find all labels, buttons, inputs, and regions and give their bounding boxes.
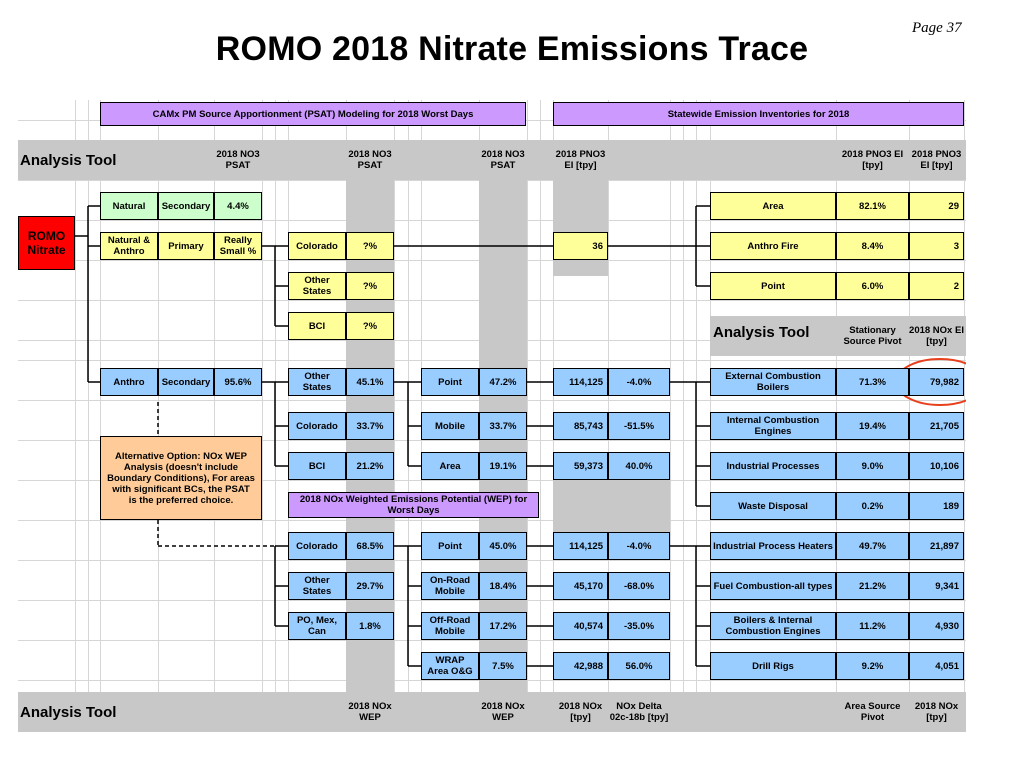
wep-sector-value-cell: 7.5% <box>479 652 527 680</box>
region-value-cell: 33.7% <box>346 412 394 440</box>
inventory-pct-cell: 82.1% <box>836 192 909 220</box>
wep-region-value-cell: 68.5% <box>346 532 394 560</box>
column-header: 2018 NOx [tpy] <box>558 701 603 723</box>
area-source-value-cell: 21,897 <box>909 532 964 560</box>
sector-name-cell: Point <box>421 368 479 396</box>
wep-region-name-cell: Other States <box>288 572 346 600</box>
inventory-name-cell: Area <box>710 192 836 220</box>
spreadsheet-diagram <box>18 100 966 732</box>
psat-value-cell: Really Small % <box>214 232 262 260</box>
wep-sector-value-cell: 18.4% <box>479 572 527 600</box>
area-source-pct-cell: 21.2% <box>836 572 909 600</box>
column-header: 2018 PNO3 EI [tpy] <box>555 149 606 171</box>
stationary-source-name-cell: External Combustion Boilers <box>710 368 836 396</box>
inventory-value-cell: 2 <box>909 272 964 300</box>
area-source-name-cell: Industrial Process Heaters <box>710 532 836 560</box>
wep-nox-cell: 114,125 <box>553 532 608 560</box>
wep-sector-value-cell: 45.0% <box>479 532 527 560</box>
inventory-banner: Statewide Emission Inventories for 2018 <box>553 102 964 126</box>
stationary-source-pct-cell: 19.4% <box>836 412 909 440</box>
stationary-source-pct-cell: 71.3% <box>836 368 909 396</box>
region-value-cell: 21.2% <box>346 452 394 480</box>
column-header: Stationary Source Pivot <box>843 325 902 347</box>
analysis-tool-label: Analysis Tool <box>20 704 117 721</box>
sector-name-cell: Mobile <box>421 412 479 440</box>
sector-value-cell: 33.7% <box>479 412 527 440</box>
stationary-source-name-cell: Waste Disposal <box>710 492 836 520</box>
ei-value-cell: 59,373 <box>553 452 608 480</box>
region-name-cell: BCI <box>288 312 346 340</box>
page-number: Page 37 <box>912 20 962 36</box>
area-source-value-cell: 4,930 <box>909 612 964 640</box>
stationary-source-pct-cell: 0.2% <box>836 492 909 520</box>
area-source-name-cell: Fuel Combustion-all types <box>710 572 836 600</box>
sector-value-cell: 47.2% <box>479 368 527 396</box>
wep-region-value-cell: 1.8% <box>346 612 394 640</box>
column-header: 2018 PNO3 EI [tpy] <box>911 149 962 171</box>
wep-sector-name-cell: Point <box>421 532 479 560</box>
wep-sector-name-cell: On-Road Mobile <box>421 572 479 600</box>
source-name-cell: Natural & Anthro <box>100 232 158 260</box>
area-source-pct-cell: 9.2% <box>836 652 909 680</box>
wep-region-name-cell: Colorado <box>288 532 346 560</box>
area-source-value-cell: 4,051 <box>909 652 964 680</box>
wep-delta-cell: 56.0% <box>608 652 670 680</box>
wep-region-value-cell: 29.7% <box>346 572 394 600</box>
wep-sector-name-cell: Off-Road Mobile <box>421 612 479 640</box>
page-title: ROMO 2018 Nitrate Emissions Trace <box>215 30 809 68</box>
stationary-source-name-cell: Internal Combustion Engines <box>710 412 836 440</box>
wep-region-name-cell: PO, Mex, Can <box>288 612 346 640</box>
region-value-cell: ?% <box>346 312 394 340</box>
wep-nox-cell: 40,574 <box>553 612 608 640</box>
region-name-cell: BCI <box>288 452 346 480</box>
column-header: 2018 NOx [tpy] <box>914 701 959 723</box>
inventory-pct-cell: 8.4% <box>836 232 909 260</box>
stationary-source-value-cell: 79,982 <box>909 368 964 396</box>
ei-value-cell: 114,125 <box>553 368 608 396</box>
wep-sector-value-cell: 17.2% <box>479 612 527 640</box>
column-header: 2018 NOx EI [tpy] <box>909 325 964 347</box>
column-header: 2018 NOx WEP <box>348 701 392 723</box>
source-type-cell: Secondary <box>158 192 214 220</box>
area-source-name-cell: Boilers & Internal Combustion Engines <box>710 612 836 640</box>
region-name-cell: Other States <box>288 368 346 396</box>
inventory-value-cell: 29 <box>909 192 964 220</box>
inventory-pct-cell: 6.0% <box>836 272 909 300</box>
wep-delta-cell: -4.0% <box>608 532 670 560</box>
ei-value-cell: 85,743 <box>553 412 608 440</box>
sector-value-cell: 19.1% <box>479 452 527 480</box>
region-value-cell: ?% <box>346 232 394 260</box>
column-header: NOx Delta 02c-18b [tpy] <box>609 701 669 723</box>
stationary-source-value-cell: 21,705 <box>909 412 964 440</box>
region-value-cell: ?% <box>346 272 394 300</box>
region-value-cell: 45.1% <box>346 368 394 396</box>
stationary-source-value-cell: 189 <box>909 492 964 520</box>
source-type-cell: Secondary <box>158 368 214 396</box>
delta-value-cell: -4.0% <box>608 368 670 396</box>
delta-value-cell: -51.5% <box>608 412 670 440</box>
region-name-cell: Colorado <box>288 232 346 260</box>
source-name-cell: Anthro <box>100 368 158 396</box>
analysis-tool-label: Analysis Tool <box>20 152 117 169</box>
column-header: 2018 PNO3 EI [tpy] <box>841 149 904 171</box>
area-source-name-cell: Drill Rigs <box>710 652 836 680</box>
psat-value-cell: 4.4% <box>214 192 262 220</box>
column-header: Area Source Pivot <box>844 701 901 723</box>
column-header: 2018 NO3 PSAT <box>348 149 392 171</box>
ei-value-cell: 36 <box>553 232 608 260</box>
delta-value-cell: 40.0% <box>608 452 670 480</box>
region-name-cell: Other States <box>288 272 346 300</box>
inventory-name-cell: Point <box>710 272 836 300</box>
source-type-cell: Primary <box>158 232 214 260</box>
stationary-source-pct-cell: 9.0% <box>836 452 909 480</box>
inventory-name-cell: Anthro Fire <box>710 232 836 260</box>
column-header: 2018 NOx WEP <box>481 701 525 723</box>
sector-name-cell: Area <box>421 452 479 480</box>
column-header: 2018 NO3 PSAT <box>216 149 260 171</box>
stationary-source-value-cell: 10,106 <box>909 452 964 480</box>
wep-nox-cell: 42,988 <box>553 652 608 680</box>
analysis-tool-label: Analysis Tool <box>713 324 810 341</box>
area-source-value-cell: 9,341 <box>909 572 964 600</box>
psat-banner: CAMx PM Source Apportionment (PSAT) Modeling for 2018 Worst Days <box>100 102 526 126</box>
region-name-cell: Colorado <box>288 412 346 440</box>
wep-sector-name-cell: WRAP Area O&G <box>421 652 479 680</box>
source-name-cell: Natural <box>100 192 158 220</box>
alternative-option-note: Alternative Option: NOx WEP Analysis (doesn't include Boundary Conditions), For areas with significant BCs, the PSAT is the preferred choice. <box>100 436 262 520</box>
inventory-value-cell: 3 <box>909 232 964 260</box>
psat-value-cell: 95.6% <box>214 368 262 396</box>
stationary-source-name-cell: Industrial Processes <box>710 452 836 480</box>
area-source-pct-cell: 49.7% <box>836 532 909 560</box>
column-header: 2018 NO3 PSAT <box>481 149 525 171</box>
root-node: ROMO Nitrate <box>18 216 75 270</box>
area-source-pct-cell: 11.2% <box>836 612 909 640</box>
wep-delta-cell: -35.0% <box>608 612 670 640</box>
wep-nox-cell: 45,170 <box>553 572 608 600</box>
wep-delta-cell: -68.0% <box>608 572 670 600</box>
wep-banner: 2018 NOx Weighted Emissions Potential (WEP) for Worst Days <box>288 492 539 518</box>
